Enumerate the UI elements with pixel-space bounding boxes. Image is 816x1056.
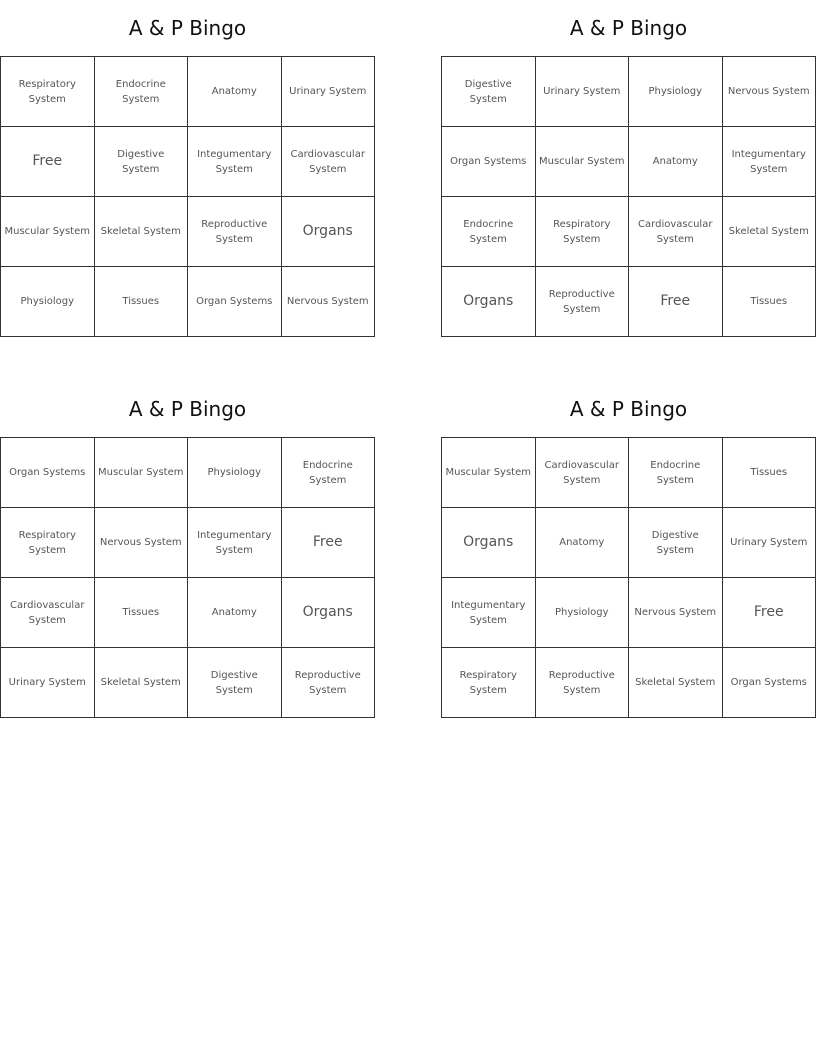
bingo-cell: Physiology bbox=[1, 267, 95, 337]
bingo-cell: Anatomy bbox=[188, 578, 282, 648]
bingo-grid bbox=[0, 56, 375, 337]
bingo-cell: Anatomy bbox=[536, 508, 630, 578]
bingo-cell: Respiratory System bbox=[442, 648, 536, 718]
card-title: A & P Bingo bbox=[128, 16, 247, 40]
bingo-cell: Cardiovascular System bbox=[536, 438, 630, 508]
bingo-cell: Anatomy bbox=[188, 57, 282, 127]
bingo-cell: Urinary System bbox=[1, 648, 95, 718]
bingo-cell: Muscular System bbox=[442, 438, 536, 508]
bingo-cell: Tissues bbox=[95, 578, 189, 648]
bingo-grid bbox=[441, 56, 816, 337]
card-title: A & P Bingo bbox=[128, 397, 247, 421]
bingo-cell: Muscular System bbox=[536, 127, 630, 197]
bingo-cell: Respiratory System bbox=[536, 197, 630, 267]
bingo-cell: Organs bbox=[282, 578, 376, 648]
bingo-cell: Reproductive System bbox=[536, 267, 630, 337]
card-title: A & P Bingo bbox=[569, 397, 688, 421]
bingo-cell: Organs bbox=[442, 267, 536, 337]
bingo-cell: Digestive System bbox=[629, 508, 723, 578]
bingo-cell: Digestive System bbox=[188, 648, 282, 718]
bingo-cell: Muscular System bbox=[1, 197, 95, 267]
bingo-cell: Digestive System bbox=[442, 57, 536, 127]
bingo-cell: Organ Systems bbox=[1, 438, 95, 508]
bingo-cell: Reproductive System bbox=[188, 197, 282, 267]
bingo-cell: Cardiovascular System bbox=[282, 127, 376, 197]
bingo-card-4 bbox=[441, 381, 816, 718]
bingo-cell: Organs bbox=[442, 508, 536, 578]
bingo-cell: Skeletal System bbox=[95, 648, 189, 718]
bingo-cell: Skeletal System bbox=[95, 197, 189, 267]
bingo-cell: Endocrine System bbox=[95, 57, 189, 127]
bingo-cell: Nervous System bbox=[629, 578, 723, 648]
bingo-cell: Integumentary System bbox=[442, 578, 536, 648]
bingo-grid bbox=[0, 437, 375, 718]
bingo-cell: Free bbox=[723, 578, 816, 648]
bingo-cell: Physiology bbox=[629, 57, 723, 127]
bingo-cell: Nervous System bbox=[723, 57, 816, 127]
bingo-cell: Nervous System bbox=[95, 508, 189, 578]
bingo-grid bbox=[441, 437, 816, 718]
bingo-cell: Organ Systems bbox=[723, 648, 816, 718]
bingo-cell: Physiology bbox=[188, 438, 282, 508]
bingo-card-1 bbox=[0, 0, 375, 337]
bingo-cell: Respiratory System bbox=[1, 57, 95, 127]
bingo-cell: Endocrine System bbox=[442, 197, 536, 267]
bingo-cell: Integumentary System bbox=[188, 508, 282, 578]
bingo-cell: Urinary System bbox=[536, 57, 630, 127]
bingo-cell: Cardiovascular System bbox=[629, 197, 723, 267]
bingo-cell: Respiratory System bbox=[1, 508, 95, 578]
bingo-cell: Reproductive System bbox=[282, 648, 376, 718]
bingo-cell: Nervous System bbox=[282, 267, 376, 337]
bingo-cell: Reproductive System bbox=[536, 648, 630, 718]
bingo-cell: Muscular System bbox=[95, 438, 189, 508]
bingo-cell: Physiology bbox=[536, 578, 630, 648]
bingo-cell: Endocrine System bbox=[282, 438, 376, 508]
bingo-cell: Anatomy bbox=[629, 127, 723, 197]
bingo-cell: Free bbox=[1, 127, 95, 197]
bingo-cell: Free bbox=[282, 508, 376, 578]
bingo-card-3 bbox=[0, 381, 375, 718]
bingo-cell: Tissues bbox=[723, 438, 816, 508]
bingo-cell: Skeletal System bbox=[629, 648, 723, 718]
bingo-cell: Organ Systems bbox=[188, 267, 282, 337]
bingo-cell: Endocrine System bbox=[629, 438, 723, 508]
bingo-card-2 bbox=[441, 0, 816, 337]
bingo-cell: Urinary System bbox=[723, 508, 816, 578]
bingo-cell: Cardiovascular System bbox=[1, 578, 95, 648]
bingo-cell: Digestive System bbox=[95, 127, 189, 197]
bingo-cell: Tissues bbox=[723, 267, 816, 337]
bingo-cell: Tissues bbox=[95, 267, 189, 337]
bingo-cell: Integumentary System bbox=[723, 127, 816, 197]
bingo-cell: Organs bbox=[282, 197, 376, 267]
bingo-cell: Integumentary System bbox=[188, 127, 282, 197]
bingo-cell: Free bbox=[629, 267, 723, 337]
bingo-cell: Urinary System bbox=[282, 57, 376, 127]
bingo-cell: Organ Systems bbox=[442, 127, 536, 197]
bingo-cell: Skeletal System bbox=[723, 197, 816, 267]
card-title: A & P Bingo bbox=[569, 16, 688, 40]
